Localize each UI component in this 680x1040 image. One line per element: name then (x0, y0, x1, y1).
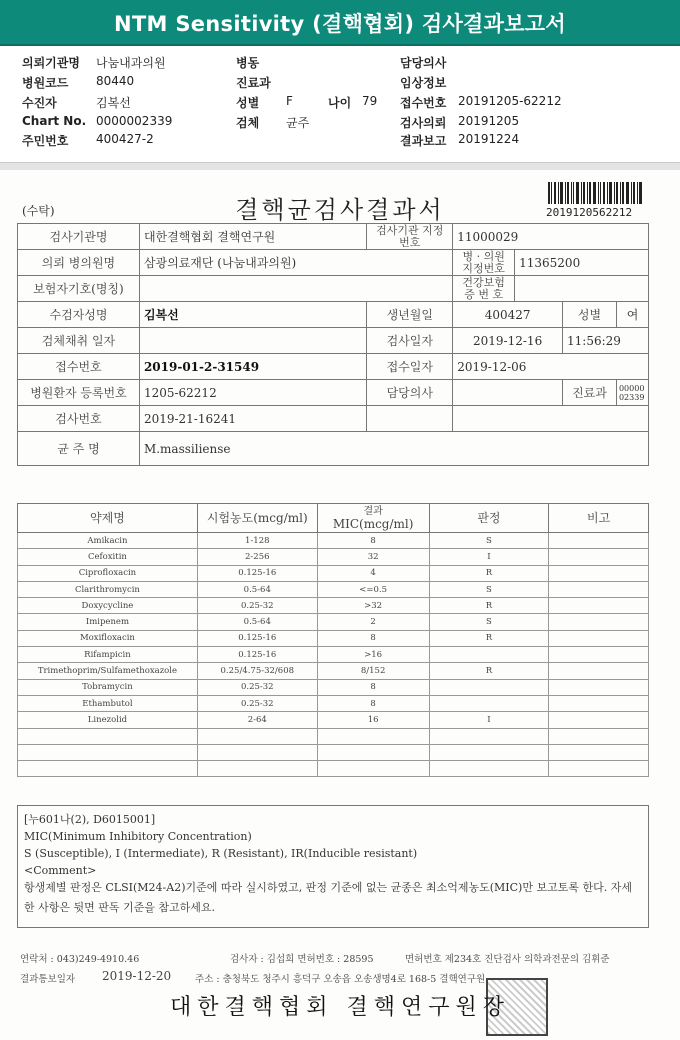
info-row (0, 74, 680, 92)
column-header-interp: 판정 (429, 504, 549, 533)
drug-cell-remark (549, 598, 649, 614)
drug-cell-name: Clarithromycin (18, 581, 198, 597)
drug-cell-mic: 4 (317, 565, 429, 581)
form-label: 담당의사 (367, 380, 453, 406)
footer-address: 주소 : 충청북도 청주시 흥덕구 오송읍 오송생명4로 168-5 결핵연구원 (195, 974, 486, 985)
info-label-ref-org: 의뢰기관명 (22, 56, 80, 70)
form-value-species: M.massiliense (139, 432, 648, 466)
drug-cell-mic: 8 (317, 533, 429, 549)
form-value-receipt-date: 2019-12-06 (453, 354, 649, 380)
drug-cell-interp: R (429, 565, 549, 581)
column-header-mic-line1: 결과 (363, 506, 383, 517)
drug-sensitivity-table (17, 503, 649, 777)
form-label: 검사기관 지정번호 (367, 224, 453, 250)
form-row (18, 380, 649, 406)
drug-cell-conc: 0.25-32 (197, 598, 317, 614)
form-value-sex: 여 (616, 302, 648, 328)
form-value-collect-date (139, 328, 366, 354)
drug-cell-conc: 0.25-32 (197, 695, 317, 711)
form-value-clinic-code: 11365200 (515, 250, 649, 276)
barcode-icon (548, 182, 642, 204)
drug-cell-interp (429, 728, 549, 744)
drug-cell-name: Ethambutol (18, 695, 198, 711)
info-label-clinical-info: 임상정보 (400, 76, 447, 90)
drug-row (18, 565, 649, 581)
drug-cell-interp: I (429, 712, 549, 728)
drug-cell-mic: >32 (317, 598, 429, 614)
drug-cell-conc (197, 728, 317, 744)
drug-row (18, 533, 649, 549)
consignment-label: (수탁) (22, 204, 55, 218)
drug-cell-conc: 0.25-32 (197, 679, 317, 695)
info-value-request-date: 20191205 (458, 114, 520, 128)
drug-row (18, 712, 649, 728)
drug-row (18, 679, 649, 695)
drug-cell-mic: 8 (317, 695, 429, 711)
form-label: 검사번호 (18, 406, 140, 432)
drug-cell-remark (549, 728, 649, 744)
drug-cell-conc: 2-256 (197, 549, 317, 565)
drug-cell-interp (429, 695, 549, 711)
drug-cell-remark (549, 630, 649, 646)
report-form-table (17, 223, 649, 466)
info-value-hospital-code: 80440 (96, 74, 135, 88)
drug-cell-conc: 0.125-16 (197, 647, 317, 663)
drug-cell-mic: 2 (317, 614, 429, 630)
drug-cell-mic: 32 (317, 549, 429, 565)
info-row (0, 94, 680, 112)
info-label-resident-no: 주민번호 (22, 134, 69, 148)
form-label: 생년월일 (367, 302, 453, 328)
drug-cell-name: Imipenem (18, 614, 198, 630)
drug-cell-mic: 8 (317, 679, 429, 695)
column-header-mic-line2: MIC(mcg/ml) (332, 517, 414, 531)
drug-cell-conc: 0.125-16 (197, 630, 317, 646)
drug-cell-interp: S (429, 581, 549, 597)
drug-cell-interp (429, 647, 549, 663)
form-value-exam-org-code: 11000029 (453, 224, 649, 250)
form-label: 병 · 의원 지정번호 (453, 250, 515, 276)
form-value-exam-date: 2019-12-16 (453, 328, 563, 354)
info-label-receipt-no: 접수번호 (400, 96, 447, 110)
form-value-dept: 0000002339 (616, 380, 648, 406)
drug-cell-interp (429, 761, 549, 777)
page-title: NTM Sensitivity (결핵협회) 검사결과보고서 (114, 12, 566, 36)
drug-cell-name: Doxycycline (18, 598, 198, 614)
info-value-receipt-no: 20191205-62212 (458, 94, 562, 108)
column-header-remark: 비고 (549, 504, 649, 533)
note-legend: S (Susceptible), I (Intermediate), R (Resistant), IR(Inducible resistant) (24, 847, 418, 860)
drug-row (18, 598, 649, 614)
footer-examiner: 검사자 : 김섭희 면허번호 : 28595 (230, 954, 374, 965)
form-value-exam-org: 대한결핵협회 결핵연구원 (139, 224, 366, 250)
info-row (0, 54, 680, 72)
drug-row (18, 549, 649, 565)
drug-cell-interp: R (429, 663, 549, 679)
app-header (0, 0, 680, 46)
note-mic-definition: MIC(Minimum Inhibitory Concentration) (24, 830, 252, 843)
drug-cell-conc: 0.5-64 (197, 581, 317, 597)
info-value-sex: F (286, 94, 293, 108)
drug-cell-conc: 0.25/4.75-32/608 (197, 663, 317, 679)
column-header-mic (317, 504, 429, 533)
drug-row (18, 695, 649, 711)
drug-cell-remark (549, 647, 649, 663)
drug-cell-name (18, 728, 198, 744)
form-value-ref-clinic: 삼광의료재단 (나눔내과의원) (139, 250, 452, 276)
drug-cell-name: Trimethoprim/Sulfamethoxazole (18, 663, 198, 679)
drug-cell-name: Cefoxitin (18, 549, 198, 565)
section-divider (0, 162, 680, 170)
drug-cell-mic: >16 (317, 647, 429, 663)
form-label: 건강보험 증 번 호 (453, 276, 515, 302)
footer-specialist: 면허번호 제234호 진단검사 의학과전문의 김휘준 (405, 954, 610, 965)
drug-cell-name: Ciprofloxacin (18, 565, 198, 581)
drug-row (18, 744, 649, 760)
form-value-exam-time: 11:56:29 (563, 328, 649, 354)
form-label: 검사기관명 (18, 224, 140, 250)
form-value-health-ins (515, 276, 649, 302)
drug-cell-remark (549, 549, 649, 565)
info-label-report-date: 결과보고 (400, 134, 447, 148)
info-label-department: 진료과 (236, 76, 271, 90)
info-value-report-date: 20191224 (458, 132, 520, 146)
drug-cell-mic: 16 (317, 712, 429, 728)
form-row (18, 250, 649, 276)
drug-cell-interp (429, 744, 549, 760)
form-value-insurer (139, 276, 452, 302)
drug-cell-remark (549, 614, 649, 630)
note-code: [누601나(2), D6015001] (24, 813, 156, 826)
form-value-exam-no: 2019-21-16241 (139, 406, 366, 432)
drug-cell-interp: R (429, 598, 549, 614)
form-row (18, 224, 649, 250)
info-row (0, 132, 680, 150)
drug-row (18, 614, 649, 630)
form-value-doctor (453, 380, 563, 406)
footer-contact: 연락처 : 043)249-4910.46 (20, 954, 140, 965)
drug-cell-conc (197, 761, 317, 777)
form-label: 보험자기호(명칭) (18, 276, 140, 302)
drug-cell-name: Amikacin (18, 533, 198, 549)
form-row (18, 302, 649, 328)
form-row (18, 328, 649, 354)
drug-table-header (18, 504, 649, 533)
drug-cell-remark (549, 761, 649, 777)
drug-cell-remark (549, 679, 649, 695)
note-comment-label: <Comment> (24, 864, 97, 877)
info-value-patient: 김복선 (96, 96, 131, 110)
form-row (18, 354, 649, 380)
form-label: 수검자성명 (18, 302, 140, 328)
form-label: 검사일자 (367, 328, 453, 354)
form-value-dob: 400427 (453, 302, 563, 328)
patient-info-panel (0, 48, 680, 162)
drug-cell-remark (549, 663, 649, 679)
drug-row (18, 647, 649, 663)
drug-cell-remark (549, 744, 649, 760)
drug-cell-name: Linezolid (18, 712, 198, 728)
form-value-empty (453, 406, 649, 432)
document-title: 결핵균검사결과서 (235, 196, 445, 224)
drug-cell-name: Moxifloxacin (18, 630, 198, 646)
drug-cell-mic: 8/152 (317, 663, 429, 679)
drug-cell-mic (317, 761, 429, 777)
form-label: 병원환자 등록번호 (18, 380, 140, 406)
drug-row (18, 630, 649, 646)
info-value-resident-no: 400427-2 (96, 132, 154, 146)
form-label: 균 주 명 (18, 432, 140, 466)
drug-cell-conc: 0.125-16 (197, 565, 317, 581)
form-label: 검체채취 일자 (18, 328, 140, 354)
column-header-drug: 약제명 (18, 504, 198, 533)
drug-cell-mic: <=0.5 (317, 581, 429, 597)
info-label-request-date: 검사의뢰 (400, 116, 447, 130)
drug-cell-conc: 2-64 (197, 712, 317, 728)
drug-row (18, 728, 649, 744)
info-label-specimen: 검체 (236, 116, 260, 130)
form-value-receipt-no: 2019-01-2-31549 (139, 354, 366, 380)
drug-cell-remark (549, 581, 649, 597)
drug-cell-name: Tobramycin (18, 679, 198, 695)
form-value-empty (367, 406, 453, 432)
footer-report-date-label: 결과통보일자 (20, 974, 76, 985)
info-value-chart-no: 0000002339 (96, 114, 173, 128)
drug-cell-mic: 8 (317, 630, 429, 646)
form-row (18, 276, 649, 302)
drug-cell-interp (429, 679, 549, 695)
form-label: 접수번호 (18, 354, 140, 380)
info-label-sex: 성별 (236, 96, 260, 110)
drug-cell-interp: R (429, 630, 549, 646)
drug-row (18, 663, 649, 679)
drug-cell-mic (317, 744, 429, 760)
drug-cell-interp: I (429, 549, 549, 565)
drug-cell-mic (317, 728, 429, 744)
drug-row (18, 581, 649, 597)
info-label-patient: 수진자 (22, 96, 57, 110)
drug-cell-name: Rifampicin (18, 647, 198, 663)
drug-cell-conc: 1-128 (197, 533, 317, 549)
drug-cell-conc: 0.5-64 (197, 614, 317, 630)
barcode-number: 2019120562212 (546, 206, 633, 219)
drug-cell-name (18, 744, 198, 760)
drug-row (18, 761, 649, 777)
drug-cell-remark (549, 565, 649, 581)
note-comment: 항생제별 판정은 CLSI(M24-A2)기준에 따라 실시하였고, 판정 기준에 없는 균종은 최소억제농도(MIC)만 보고토록 한다. 자세한 사항은 뒷면 판독 기준을 참고하세요. (24, 881, 632, 914)
issuing-organization: 대한결핵협회 결핵연구원장 (169, 995, 511, 1020)
info-label-hospital-code: 병원코드 (22, 76, 69, 90)
info-label-ward: 병동 (236, 56, 260, 70)
scanned-report-document (0, 170, 680, 1040)
drug-cell-conc (197, 744, 317, 760)
info-value-specimen: 균주 (286, 116, 310, 130)
form-value-patient: 김복선 (139, 302, 366, 328)
info-row (0, 114, 680, 132)
drug-cell-remark (549, 695, 649, 711)
info-label-chart-no: Chart No. (22, 114, 87, 128)
form-label: 접수일자 (367, 354, 453, 380)
info-label-doctor: 담당의사 (400, 56, 447, 70)
footer-report-date: 2019-12-20 (102, 969, 172, 983)
info-value-age: 79 (362, 94, 378, 108)
form-label: 의뢰 병의원명 (18, 250, 140, 276)
info-label-age: 나이 (328, 96, 352, 110)
column-header-conc: 시험농도(mcg/ml) (197, 504, 317, 533)
drug-cell-interp: S (429, 614, 549, 630)
report-notes (17, 805, 649, 928)
info-value-ref-org: 나눔내과의원 (96, 56, 166, 70)
drug-cell-interp: S (429, 533, 549, 549)
drug-cell-name (18, 761, 198, 777)
drug-cell-remark (549, 533, 649, 549)
form-label: 진료과 (563, 380, 617, 406)
form-label: 성별 (563, 302, 617, 328)
form-row (18, 432, 649, 466)
form-row (18, 406, 649, 432)
drug-cell-remark (549, 712, 649, 728)
form-value-reg-no: 1205-62212 (139, 380, 366, 406)
